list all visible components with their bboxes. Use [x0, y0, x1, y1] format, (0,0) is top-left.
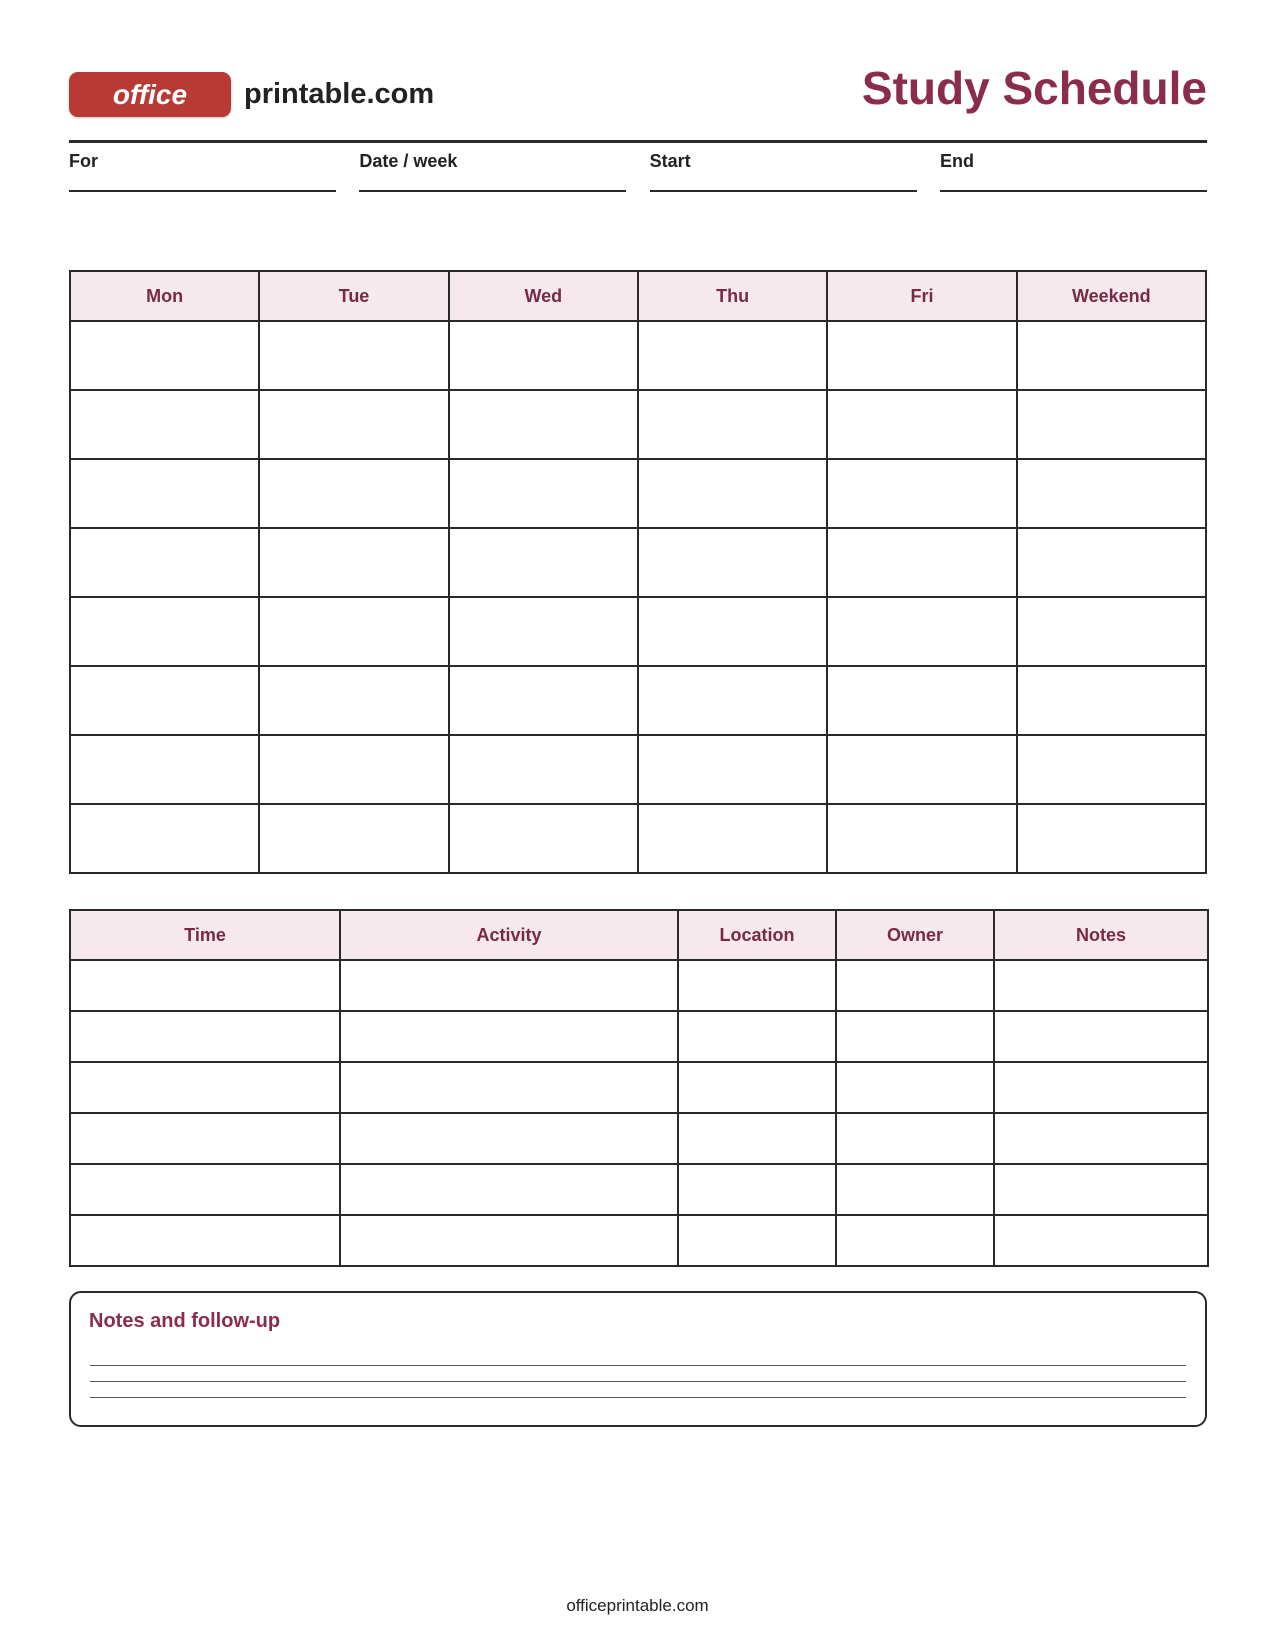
table-row: [70, 321, 1206, 390]
table-cell[interactable]: [259, 528, 448, 597]
column-header: Fri: [827, 271, 1016, 321]
footer-text: officeprintable.com: [566, 1596, 709, 1615]
table-cell[interactable]: [340, 1011, 678, 1062]
meta-field-date-week[interactable]: [359, 151, 626, 192]
table-cell[interactable]: [638, 528, 827, 597]
table-cell[interactable]: [70, 735, 259, 804]
table-cell[interactable]: [836, 1164, 994, 1215]
column-header: Tue: [259, 271, 448, 321]
table-cell[interactable]: [638, 459, 827, 528]
table-cell[interactable]: [827, 597, 1016, 666]
table-cell[interactable]: [340, 1215, 678, 1266]
table-cell[interactable]: [70, 1011, 340, 1062]
table-row: [70, 666, 1206, 735]
table-cell[interactable]: [827, 804, 1016, 873]
table-cell[interactable]: [70, 321, 259, 390]
table-row: [70, 735, 1206, 804]
table-row: [70, 1215, 1208, 1266]
table-cell[interactable]: [994, 1164, 1208, 1215]
column-header: Weekend: [1017, 271, 1206, 321]
table-cell[interactable]: [1017, 666, 1206, 735]
table-row: [70, 1164, 1208, 1215]
table-cell[interactable]: [259, 321, 448, 390]
table-cell[interactable]: [827, 528, 1016, 597]
table-cell[interactable]: [70, 390, 259, 459]
table-cell[interactable]: [449, 528, 638, 597]
table-cell[interactable]: [1017, 321, 1206, 390]
table-cell[interactable]: [638, 735, 827, 804]
notes-line[interactable]: [90, 1397, 1186, 1398]
meta-label: Date / week: [359, 151, 458, 171]
table-cell[interactable]: [638, 804, 827, 873]
table-cell[interactable]: [1017, 459, 1206, 528]
header-divider: [69, 140, 1207, 143]
column-header: Owner: [836, 910, 994, 960]
column-header: Activity: [340, 910, 678, 960]
table-cell[interactable]: [678, 1215, 836, 1266]
meta-label: End: [939, 151, 974, 171]
table-row: [70, 1062, 1208, 1113]
meta-field-start[interactable]: [650, 151, 917, 192]
table-cell[interactable]: [70, 1062, 340, 1113]
table-cell[interactable]: [70, 666, 259, 735]
table-cell[interactable]: [994, 1011, 1208, 1062]
table-cell[interactable]: [994, 1113, 1208, 1164]
table-cell[interactable]: [340, 1113, 678, 1164]
table-cell[interactable]: [1017, 735, 1206, 804]
table-cell[interactable]: [678, 1164, 836, 1215]
table-cell[interactable]: [70, 528, 259, 597]
table-cell[interactable]: [449, 735, 638, 804]
meta-label: Start: [649, 151, 691, 171]
page-header: [69, 60, 1207, 120]
column-header: Notes: [994, 910, 1208, 960]
table-cell[interactable]: [70, 597, 259, 666]
activity-table: [69, 909, 1209, 1267]
table-cell[interactable]: [836, 1113, 994, 1164]
table-row: [70, 390, 1206, 459]
table-cell[interactable]: [827, 390, 1016, 459]
table-header-row: [70, 271, 1206, 321]
logo-badge: office: [69, 72, 231, 117]
table-row: [70, 528, 1206, 597]
table-cell[interactable]: [340, 1062, 678, 1113]
table-cell[interactable]: [70, 804, 259, 873]
table-cell[interactable]: [638, 597, 827, 666]
table-cell[interactable]: [1017, 390, 1206, 459]
meta-field-for[interactable]: [69, 151, 336, 192]
table-row: [70, 597, 1206, 666]
column-header: Wed: [449, 271, 638, 321]
table-cell[interactable]: [836, 1062, 994, 1113]
table-cell[interactable]: [70, 459, 259, 528]
table-cell[interactable]: [70, 1164, 340, 1215]
table-cell[interactable]: [678, 960, 836, 1011]
table-row: [70, 1011, 1208, 1062]
logo-text: printable.com: [244, 78, 435, 110]
meta-field-end[interactable]: [940, 151, 1207, 192]
meta-fields: [69, 151, 1207, 192]
page-title: Study Schedule: [861, 62, 1207, 114]
table-row: [70, 960, 1208, 1011]
table-cell[interactable]: [1017, 804, 1206, 873]
table-cell[interactable]: [449, 321, 638, 390]
weekly-schedule-table: [69, 270, 1207, 874]
table-cell[interactable]: [449, 666, 638, 735]
table-cell[interactable]: [1017, 597, 1206, 666]
table-cell[interactable]: [259, 597, 448, 666]
table-cell[interactable]: [449, 390, 638, 459]
table-cell[interactable]: [638, 666, 827, 735]
table-cell[interactable]: [70, 1215, 340, 1266]
table-cell[interactable]: [1017, 528, 1206, 597]
table-cell[interactable]: [827, 459, 1016, 528]
table-row: [70, 1113, 1208, 1164]
table-cell[interactable]: [449, 804, 638, 873]
table-cell[interactable]: [678, 1062, 836, 1113]
table-cell[interactable]: [449, 597, 638, 666]
table-header-row: [70, 910, 1208, 960]
meta-label: For: [69, 151, 98, 171]
column-header: Thu: [638, 271, 827, 321]
table-cell[interactable]: [994, 1215, 1208, 1266]
table-row: [70, 459, 1206, 528]
table-row: [70, 804, 1206, 873]
notes-line[interactable]: [90, 1381, 1186, 1382]
table-cell[interactable]: [827, 321, 1016, 390]
table-cell[interactable]: [70, 960, 340, 1011]
table-cell[interactable]: [994, 1062, 1208, 1113]
column-header: Location: [678, 910, 836, 960]
table-cell[interactable]: [836, 1011, 994, 1062]
table-cell[interactable]: [340, 960, 678, 1011]
table-cell[interactable]: [259, 459, 448, 528]
table-cell[interactable]: [827, 735, 1016, 804]
table-cell[interactable]: [259, 666, 448, 735]
table-cell[interactable]: [638, 321, 827, 390]
notes-title: Notes and follow-up: [89, 1310, 281, 1332]
table-cell[interactable]: [638, 390, 827, 459]
table-cell[interactable]: [259, 390, 448, 459]
table-cell[interactable]: [994, 960, 1208, 1011]
table-cell[interactable]: [678, 1113, 836, 1164]
column-header: Time: [70, 910, 340, 960]
notes-line[interactable]: [90, 1365, 1186, 1366]
table-cell[interactable]: [340, 1164, 678, 1215]
table-cell[interactable]: [827, 666, 1016, 735]
column-header: Mon: [70, 271, 259, 321]
brand-logo: [69, 72, 434, 117]
notes-box: [69, 1291, 1207, 1427]
table-cell[interactable]: [259, 804, 448, 873]
table-cell[interactable]: [836, 1215, 994, 1266]
table-cell[interactable]: [449, 459, 638, 528]
table-cell[interactable]: [678, 1011, 836, 1062]
table-cell[interactable]: [836, 960, 994, 1011]
table-cell[interactable]: [70, 1113, 340, 1164]
table-cell[interactable]: [259, 735, 448, 804]
